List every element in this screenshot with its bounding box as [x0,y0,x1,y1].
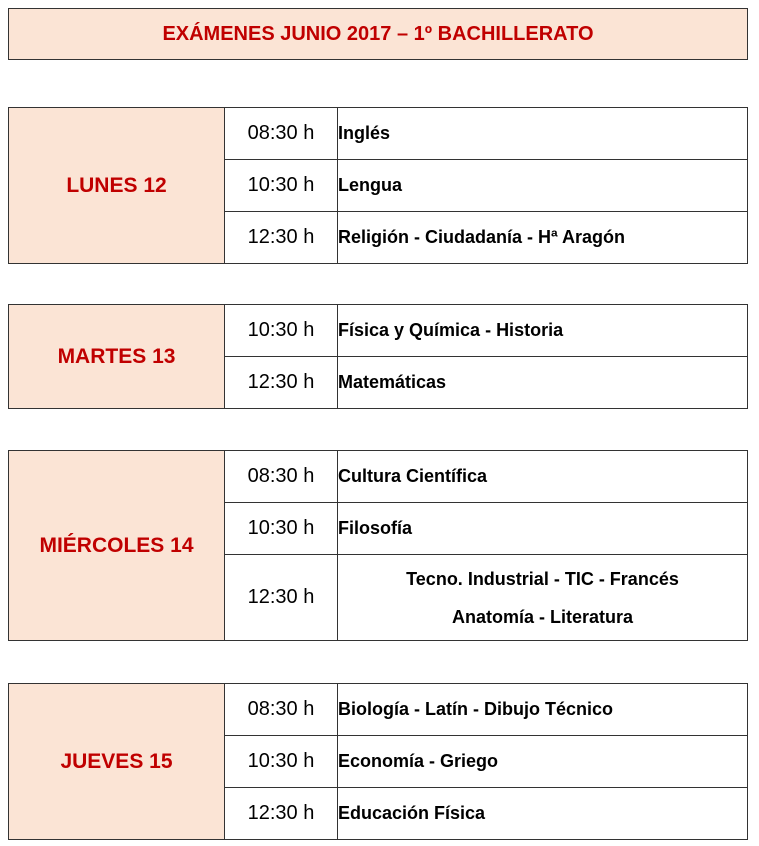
day-table-jueves [8,683,748,840]
time-cell: 12:30 h [225,555,338,641]
subject-cell: Biología - Latín - Dibujo Técnico [338,684,748,736]
subject-cell: Física y Química - Historia [338,305,748,357]
table-row [9,451,748,503]
subject-cell [338,555,748,641]
subject-cell: Economía - Griego [338,736,748,788]
day-label: LUNES 12 [9,108,225,264]
time-cell: 12:30 h [225,788,338,840]
time-cell: 08:30 h [225,451,338,503]
page-title: EXÁMENES JUNIO 2017 – 1º BACHILLERATO [8,8,748,60]
day-label: MIÉRCOLES 14 [9,451,225,641]
subject-cell: Educación Física [338,788,748,840]
day-table-martes [8,304,748,409]
time-cell: 08:30 h [225,684,338,736]
subject-cell: Matemáticas [338,357,748,409]
day-table-miercoles [8,450,748,641]
time-cell: 10:30 h [225,160,338,212]
time-cell: 08:30 h [225,108,338,160]
time-cell: 10:30 h [225,736,338,788]
time-cell: 12:30 h [225,212,338,264]
time-cell: 10:30 h [225,503,338,555]
subject-cell: Filosofía [338,503,748,555]
day-table-lunes [8,107,748,264]
time-cell: 12:30 h [225,357,338,409]
subject-cell: Inglés [338,108,748,160]
table-row [9,108,748,160]
time-cell: 10:30 h [225,305,338,357]
day-label: MARTES 13 [9,305,225,409]
subject-cell: Religión - Ciudadanía - Hª Aragón [338,212,748,264]
day-label: JUEVES 15 [9,684,225,840]
subject-cell: Lengua [338,160,748,212]
table-row [9,305,748,357]
subject-line: Anatomía - Literatura [451,606,634,627]
subject-cell: Cultura Científica [338,451,748,503]
table-row [9,684,748,736]
subject-line: Tecno. Industrial - TIC - Francés [406,568,679,589]
